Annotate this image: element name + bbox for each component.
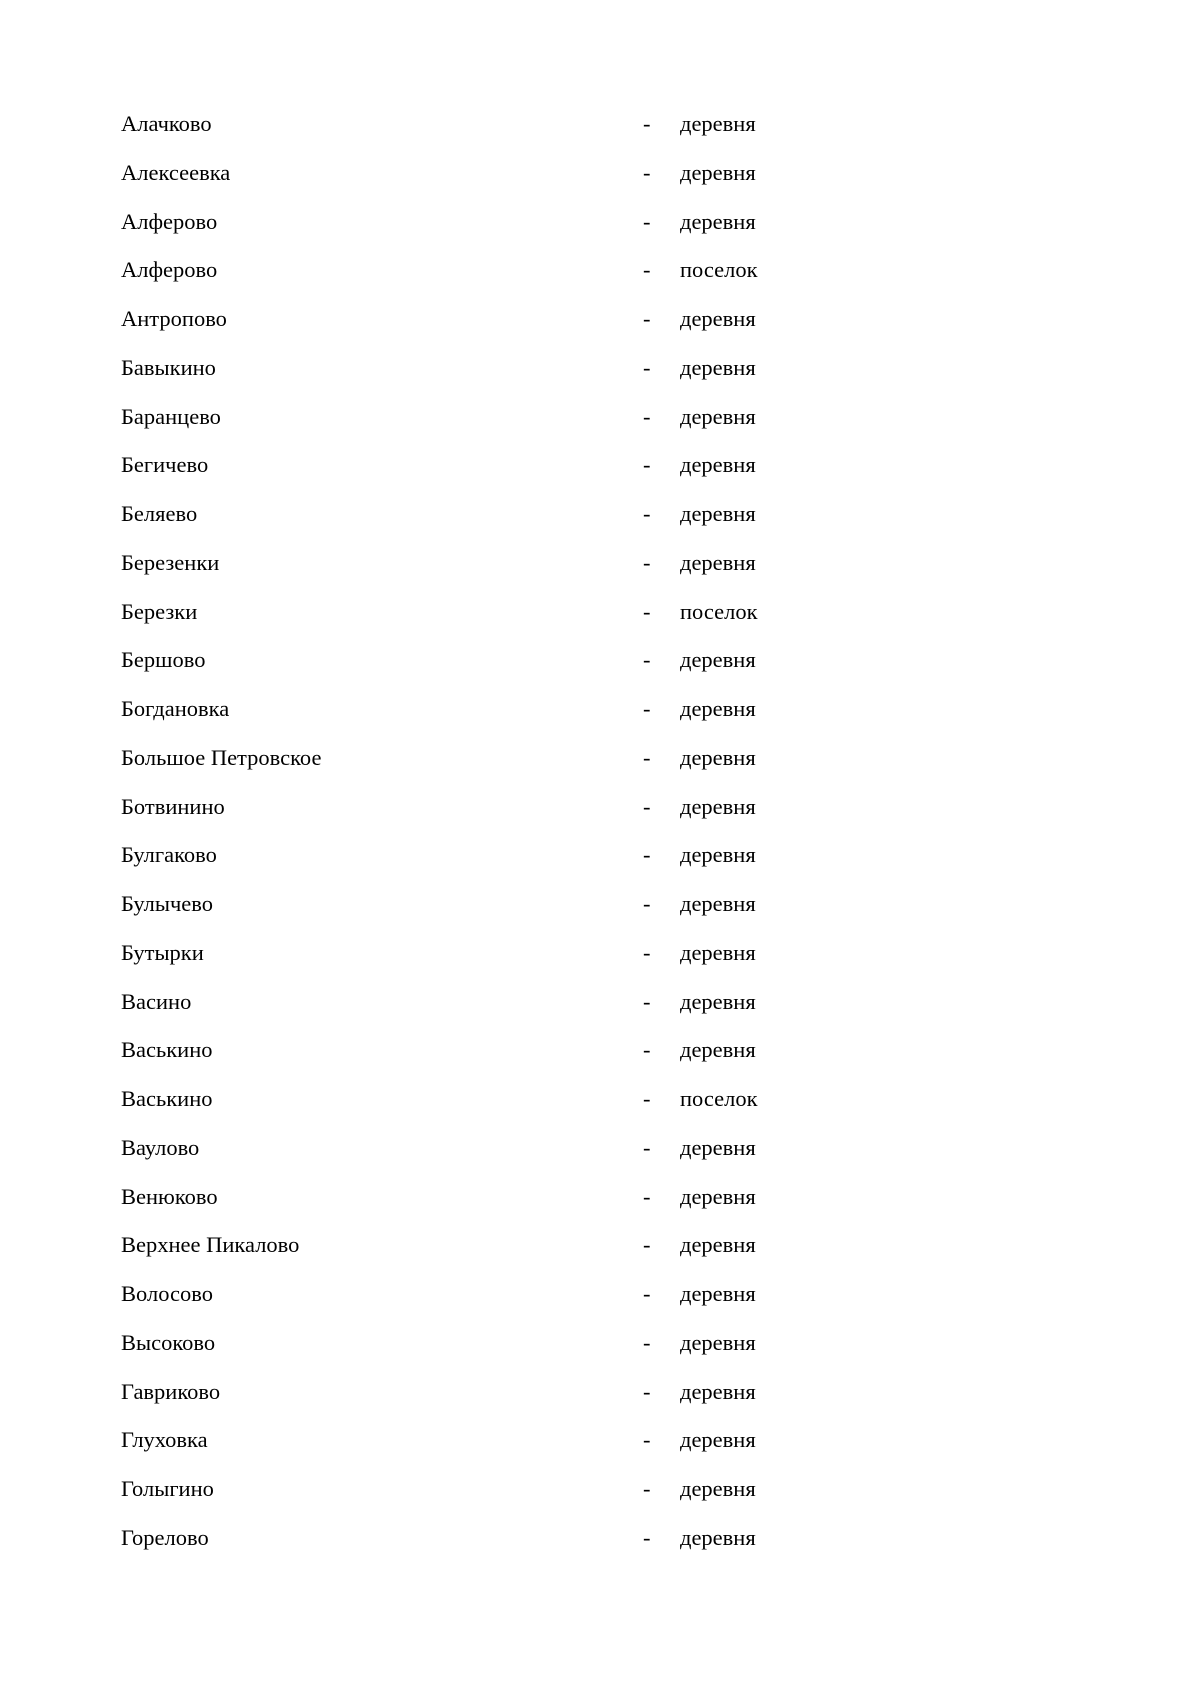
settlement-type: поселок [680,1086,758,1111]
list-item [121,597,1081,646]
settlement-name: Антропово [121,306,227,331]
separator-dash: - [643,257,651,283]
separator-dash: - [643,1378,651,1404]
settlement-type: деревня [680,1037,756,1063]
settlement-type: деревня [680,647,756,673]
settlement-type: деревня [680,1378,756,1404]
list-item [121,1035,1081,1084]
settlement-name: Волосово [121,1281,213,1306]
list-item [121,1425,1081,1474]
separator-dash: - [643,1476,651,1501]
settlement-name: Глуховка [121,1427,208,1453]
settlement-name: Булгаково [121,842,217,868]
settlement-type: деревня [680,1427,756,1453]
separator-dash: - [643,549,651,575]
separator-dash: - [643,501,651,526]
settlement-type: деревня [680,452,756,478]
settlement-name: Васькино [121,1086,213,1111]
separator-dash: - [643,1427,651,1453]
list-item [121,694,1081,743]
settlement-name: Беляево [121,501,198,526]
separator-dash: - [643,452,651,478]
separator-dash: - [643,1232,651,1258]
list-item [121,1182,1081,1231]
settlement-name: Венюково [121,1183,218,1209]
settlement-name: Ботвинино [121,793,225,819]
settlement-name: Бутырки [121,939,204,965]
settlement-name: Высоково [121,1329,216,1355]
settlement-name: Березки [121,598,198,624]
settlement-type: деревня [680,939,756,965]
separator-dash: - [643,842,651,868]
settlement-name: Березенки [121,549,220,575]
separator-dash: - [643,1037,651,1063]
list-item [121,499,1081,548]
list-item [121,1133,1081,1182]
settlement-name: Бавыкино [121,354,216,380]
settlement-type: деревня [680,744,756,770]
settlement-type: деревня [680,111,756,136]
settlement-type: деревня [680,1281,756,1306]
settlement-name: Булычево [121,891,213,916]
settlement-name: Алексеевка [121,159,231,185]
list-item [121,938,1081,987]
list-item [121,1084,1081,1133]
separator-dash: - [643,1086,651,1111]
list-item [121,987,1081,1036]
separator-dash: - [643,744,651,770]
list-item [121,840,1081,889]
list-item [121,1474,1081,1523]
settlement-type: поселок [680,257,758,283]
list-item [121,792,1081,841]
list-item [121,1328,1081,1377]
settlement-name: Голыгино [121,1476,214,1501]
list-item [121,353,1081,402]
settlement-type: деревня [680,549,756,575]
separator-dash: - [643,1281,651,1306]
separator-dash: - [643,696,651,721]
list-item [121,158,1081,207]
separator-dash: - [643,891,651,916]
separator-dash: - [643,159,651,185]
settlement-type: деревня [680,306,756,331]
settlement-type: деревня [680,1476,756,1501]
separator-dash: - [643,1524,651,1550]
separator-dash: - [643,647,651,673]
settlement-type: деревня [680,403,756,429]
settlement-type: поселок [680,598,758,624]
settlement-type: деревня [680,354,756,380]
list-item [121,207,1081,256]
list-item [121,304,1081,353]
settlement-name: Алферово [121,208,218,234]
list-item [121,450,1081,499]
separator-dash: - [643,111,651,136]
settlement-name: Алферово [121,257,218,283]
settlement-type: деревня [680,501,756,526]
settlement-type: деревня [680,891,756,916]
list-item [121,109,1081,158]
settlement-name: Баранцево [121,403,221,429]
settlement-type: деревня [680,696,756,721]
list-item [121,402,1081,451]
separator-dash: - [643,598,651,624]
settlement-name: Гавриково [121,1378,221,1404]
settlement-name: Бегичево [121,452,209,478]
settlement-name: Алачково [121,111,212,136]
settlement-type: деревня [680,1524,756,1550]
settlement-type: деревня [680,988,756,1014]
settlement-name: Бершово [121,647,206,673]
settlement-type: деревня [680,1329,756,1355]
list-item [121,1523,1081,1572]
settlement-type: деревня [680,842,756,868]
settlement-name: Горелово [121,1524,209,1550]
settlement-type: деревня [680,1232,756,1258]
settlement-type: деревня [680,1183,756,1209]
settlement-name: Васино [121,988,192,1014]
settlement-type: деревня [680,208,756,234]
separator-dash: - [643,306,651,331]
settlement-type: деревня [680,1134,756,1160]
separator-dash: - [643,939,651,965]
list-item [121,548,1081,597]
settlement-name: Богдановка [121,696,230,721]
settlement-name: Верхнее Пикалово [121,1232,300,1258]
separator-dash: - [643,208,651,234]
list-item [121,1230,1081,1279]
list-item [121,1279,1081,1328]
settlement-list [121,109,1081,1572]
separator-dash: - [643,1329,651,1355]
list-item [121,255,1081,304]
settlement-type: деревня [680,793,756,819]
list-item [121,743,1081,792]
settlement-type: деревня [680,159,756,185]
separator-dash: - [643,1183,651,1209]
separator-dash: - [643,403,651,429]
separator-dash: - [643,793,651,819]
settlement-name: Ваулово [121,1134,200,1160]
settlement-name: Васькино [121,1037,213,1063]
separator-dash: - [643,988,651,1014]
list-item [121,645,1081,694]
list-item [121,889,1081,938]
separator-dash: - [643,354,651,380]
settlement-name: Большое Петровское [121,744,322,770]
separator-dash: - [643,1134,651,1160]
list-item [121,1377,1081,1426]
